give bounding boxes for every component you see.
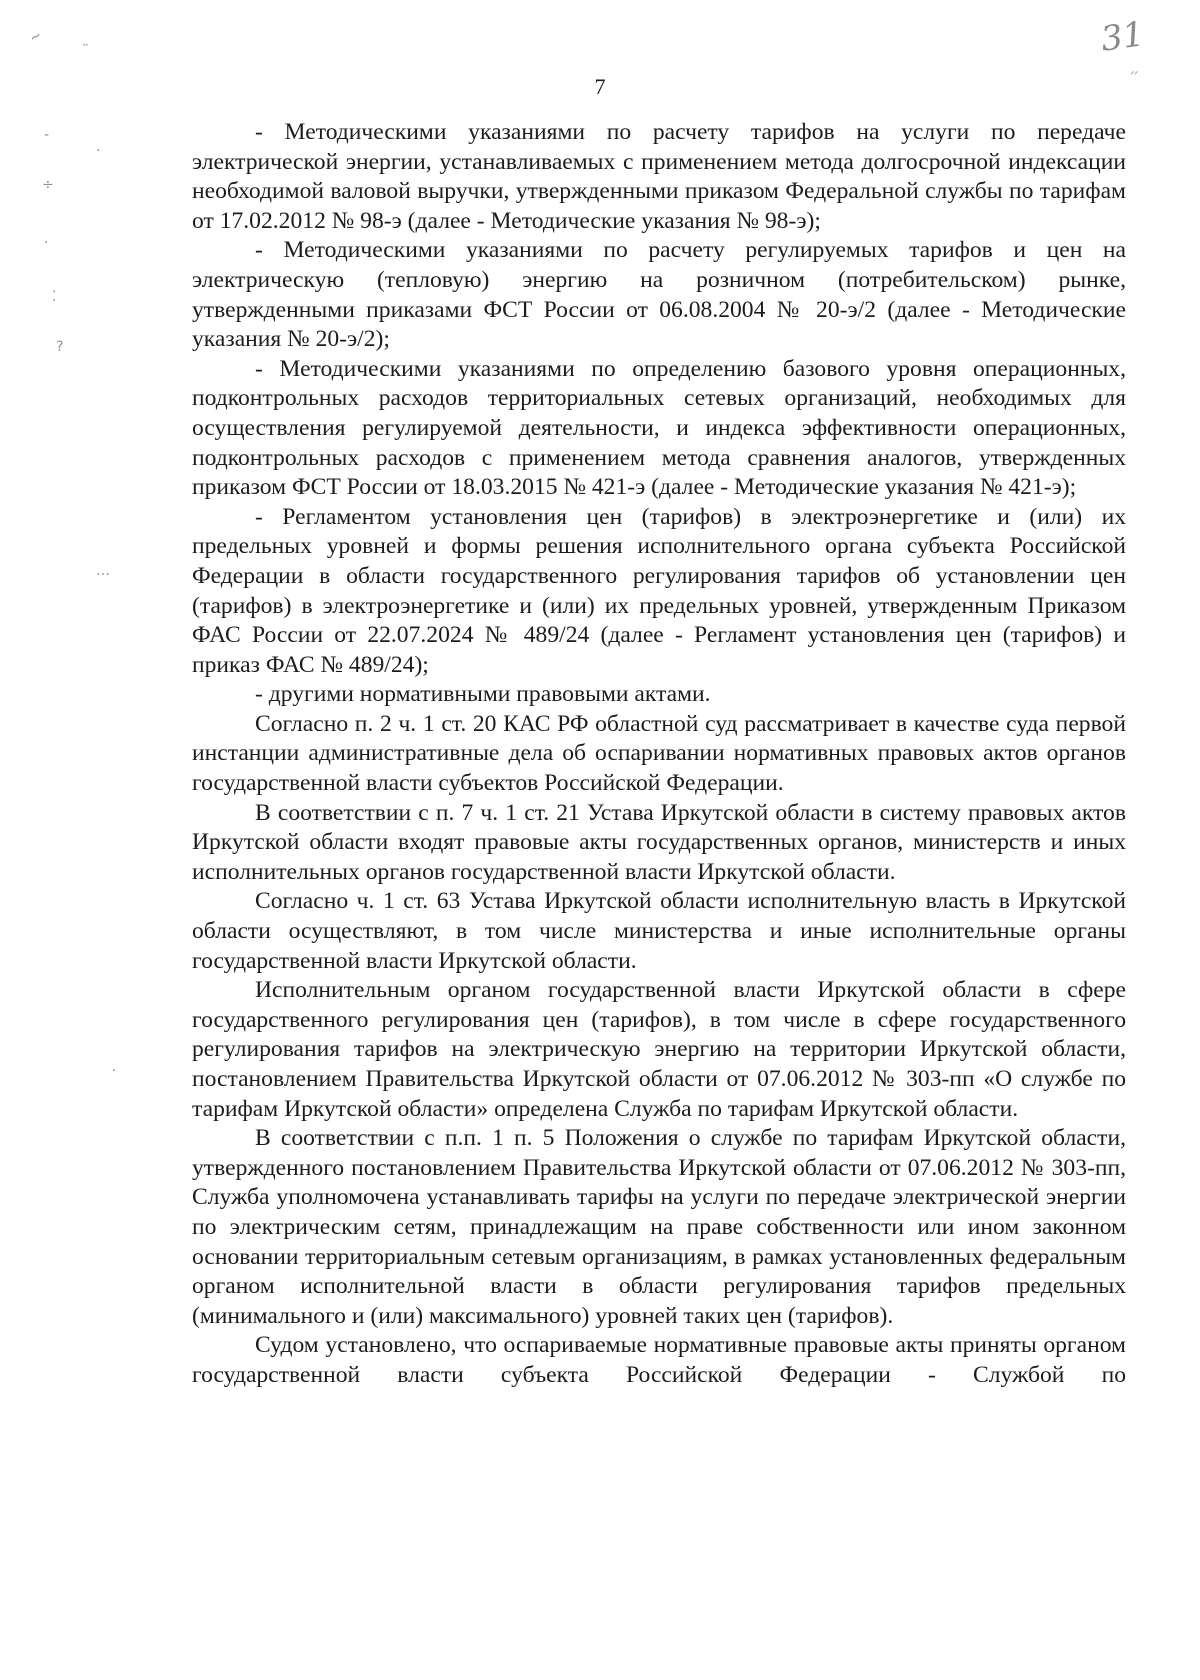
margin-speck: … [96, 563, 110, 579]
margin-speck: . [96, 139, 101, 155]
margin-speck: ? [56, 339, 64, 355]
paragraph-court-finding: Судом установлено, что оспариваемые нормативные правовые акты приняты органом государственной власти субъекта Российской Федерации - Службой по [192, 1332, 1126, 1388]
paragraph-charter-article-63: Согласно ч. 1 ст. 63 Устава Иркутской области исполнительную власть в Иркутской области осуществляют, в том числе министерства и иные исполнительные органы государственной власти Иркутской области. [192, 888, 1126, 974]
margin-speck: · [44, 235, 49, 251]
paragraph-other-acts: - другими нормативными правовыми актами. [255, 681, 711, 708]
margin-speck: ¨ [82, 43, 89, 59]
paragraph-methodical-instructions-421: - Методическими указаниями по определению базового уровня операционных, подконтрольных расходов территориальных сетевых организаций, необходимых для осуществления регулируемой деятельности, и индекса эффективности операционных, подконтрольных расходов с применением метода сравнения аналогов, утвержденных приказом ФСТ России от 18.03.2015 № 421-э (далее - Методические указания № 421-э); [192, 355, 1126, 501]
document-body [192, 118, 1126, 1391]
paragraph-tariff-service-powers: В соответствии с п.п. 1 п. 5 Положения о службе по тарифам Иркутской области, утвержденного постановлением Правительства Иркутской области от 07.06.2012 № 303-пп, Служба уполномочена устанавливать тарифы на услуги по передаче электрической энергии по электрическим сетям, принадлежащим на праве собственности или ином законном основании территориальным сетевым организациям, в рамках установленных федеральным органом исполнительной власти в области регулирования тарифов предельных (минимального и (или) максимального) уровней таких цен (тарифов). [192, 1125, 1126, 1329]
paragraph-kas-jurisdiction: Согласно п. 2 ч. 1 ст. 20 КАС РФ областной суд рассматривает в качестве суда первой инстанции административные дела об оспаривании нормативных правовых актов органов государственной власти субъектов Российской Федерации. [192, 710, 1126, 797]
paragraph-methodical-instructions-98: - Методическими указаниями по расчету тарифов на услуги по передаче электрической энергии, устанавливаемых с применением метода долгосрочной индексации необходимой валовой выручки, утвержденными приказом Федеральной службы по тарифам от 17.02.2012 № 98-э (далее - Методические указания № 98-э); [192, 119, 1126, 234]
paragraph-charter-article-21: В соответствии с п. 7 ч. 1 ст. 21 Устава Иркутской области в систему правовых актов Иркутской области входят правовые акты государственных органов, министерств и иных исполнительных органов государственной власти Иркутской области. [192, 799, 1126, 885]
handwritten-page-mark: 31 [1098, 14, 1147, 60]
paragraph-methodical-instructions-20: - Методическими указаниями по расчету регулируемых тарифов и цен на электрическую (тепловую) энергию на розничном (потребительском) рынке, утвержденными приказами ФСТ России от 06.08.2004 № 20-э/2 (далее - Методические указания № 20-э/2); [192, 237, 1126, 353]
margin-speck: - [44, 127, 50, 143]
paragraph-regulation-fas-489: - Регламентом установления цен (тарифов) в электроэнергетике и (или) их предельных уровней и формы решения исполнительного органа субъекта Российской Федерации в области государственного регулирования тарифов об установлении цен (тарифов) в электроэнергетике и (или) их предельных уровней, утвержденным Приказом ФАС России от 22.07.2024 № 489/24 (далее - Регламент установления цен (тарифов) и приказ ФАС № 489/24); [192, 503, 1126, 678]
page-number: 7 [594, 74, 606, 99]
margin-speck: ⸱ [112, 1063, 116, 1079]
margin-speck: ÷ [42, 177, 54, 193]
margin-speck: ~ [26, 27, 45, 47]
paragraph-tariff-service-designation: Исполнительным органом государственной власти Иркутской области в сфере государственного регулирования цен (тарифов), в том числе в сфере государственного регулирования тарифов на электрическую энергию на территории Иркутской области, постановлением Правительства Иркутской области от 07.06.2012 № 303-пп «О службе по тарифам Иркутской области» определена Служба по тарифам Иркутской области. [192, 977, 1126, 1122]
margin-speck: ⁚ [52, 289, 57, 305]
handwritten-page-mark-tick: ′′ [1130, 68, 1138, 87]
